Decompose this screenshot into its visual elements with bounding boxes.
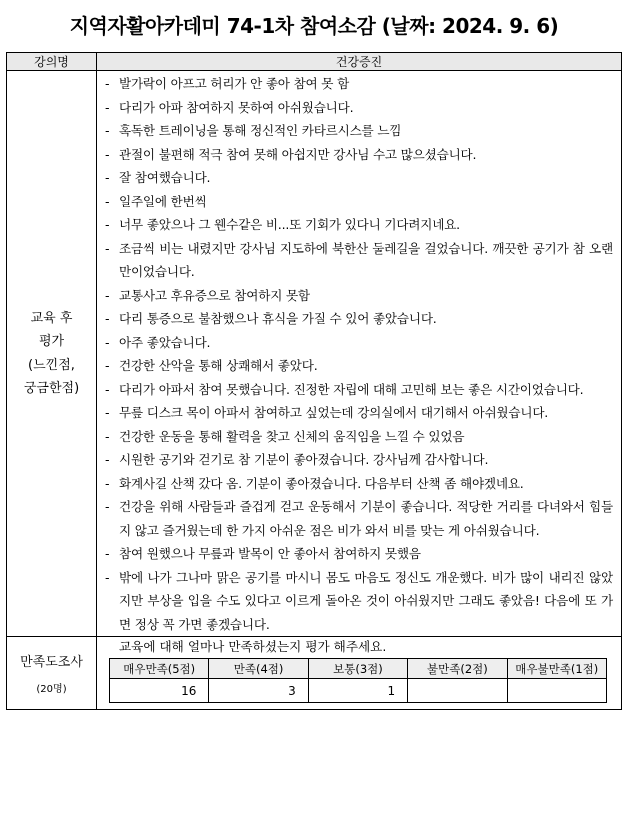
rating-header: 보통(3점) bbox=[308, 659, 407, 679]
comment-item: - 무릎 디스크 목이 아파서 참여하고 싶었는데 강의실에서 대기해서 아쉬웠습니다. bbox=[119, 401, 613, 425]
evaluation-label-line: 평가 bbox=[38, 334, 65, 349]
satisfaction-row bbox=[7, 637, 622, 710]
rating-header: 불만족(2점) bbox=[408, 659, 507, 679]
rating-header: 매우만족(5점) bbox=[110, 659, 209, 679]
satisfaction-content bbox=[97, 637, 622, 710]
page-title: 지역자활아카데미 74-1차 참여소감 (날짜: 2024. 9. 6) bbox=[69, 14, 559, 38]
comments-cell bbox=[97, 71, 622, 637]
evaluation-row bbox=[7, 71, 622, 637]
rating-header: 만족(4점) bbox=[209, 659, 308, 679]
comment-item: - 조금씩 비는 내렸지만 강사님 지도하에 북한산 둘레길을 걸었습니다. 깨끗한 공기가 참 오랜만이었습니다. bbox=[119, 237, 613, 284]
survey-table bbox=[6, 52, 622, 710]
satisfaction-value-row bbox=[110, 679, 607, 703]
rating-header: 매우불만족(1점) bbox=[507, 659, 606, 679]
satisfaction-label-cell bbox=[7, 637, 97, 710]
comment-item: - 시원한 공기와 걷기로 참 기분이 좋아졌습니다. 강사님께 감사합니다. bbox=[119, 448, 613, 472]
comment-item: - 발가락이 아프고 허리가 안 좋아 참여 못 함 bbox=[119, 72, 613, 96]
evaluation-label bbox=[7, 71, 97, 637]
header-row bbox=[7, 53, 622, 71]
comment-list bbox=[97, 71, 621, 636]
rating-count: 3 bbox=[209, 679, 308, 703]
comment-item: - 교통사고 후유증으로 참여하지 못함 bbox=[119, 284, 613, 308]
comment-item: - 혹독한 트레이닝을 통해 정신적인 카타르시스를 느낌 bbox=[119, 119, 613, 143]
evaluation-label-line: 교육 후 bbox=[30, 310, 73, 326]
evaluation-label-line: 궁금한점) bbox=[23, 381, 80, 396]
rating-count bbox=[408, 679, 507, 703]
evaluation-label-line: (느낀점, bbox=[28, 357, 75, 373]
comment-item: - 일주일에 한번씩 bbox=[119, 190, 613, 214]
rating-count: 16 bbox=[110, 679, 209, 703]
comment-item: - 너무 좋았으나 그 웬수같은 비...또 기회가 있다니 기다려지네요. bbox=[119, 213, 613, 237]
comment-item: - 밖에 나가 그나마 맑은 공기를 마시니 몸도 마음도 정신도 개운했다. 비가 많이 내리진 않았지만 부상을 입을 수도 있다고 이르게 돌아온 것이 아쉬웠지만 그래도 좋았음! 다음에 또 가면 정상 꼭 가면 좋겠습니다. bbox=[119, 566, 613, 637]
comment-item: - 건강한 운동을 통해 활력을 찾고 신체의 움직임을 느낄 수 있었음 bbox=[119, 425, 613, 449]
comment-item: - 다리가 아파서 참여 못했습니다. 진정한 자립에 대해 고민해 보는 좋은 시간이었습니다. bbox=[119, 378, 613, 402]
comment-item: - 건강한 산악을 통해 상쾌해서 좋았다. bbox=[119, 354, 613, 378]
rating-count bbox=[507, 679, 606, 703]
comment-item: - 잘 참여했습니다. bbox=[119, 166, 613, 190]
satisfaction-label: 만족도조사 bbox=[20, 655, 83, 670]
comment-item: - 화계사길 산책 갔다 옴. 기분이 좋아졌습니다. 다음부터 산책 좀 해야겠네요. bbox=[119, 472, 613, 496]
rating-count: 1 bbox=[308, 679, 407, 703]
comment-item: - 다리가 아파 참여하지 못하여 아쉬웠습니다. bbox=[119, 96, 613, 120]
comment-item: - 다리 통증으로 불참했으나 휴식을 가질 수 있어 좋았습니다. bbox=[119, 307, 613, 331]
header-lecture-title: 건강증진 bbox=[97, 53, 622, 71]
satisfaction-table bbox=[109, 658, 607, 703]
comment-item: - 건강을 위해 사람들과 즐겁게 걷고 운동해서 기분이 좋습니다. 적당한 거리를 다녀와서 힘들지 않고 즐거웠는데 한 가지 아쉬운 점은 비가 와서 비를 맞는 게 아쉬웠습니다. bbox=[119, 495, 613, 542]
comment-item: - 아주 좋았습니다. bbox=[119, 331, 613, 355]
comment-item: - 참여 원했으나 무릎과 발목이 안 좋아서 참여하지 못했음 bbox=[119, 542, 613, 566]
satisfaction-header-row bbox=[110, 659, 607, 679]
comment-item: - 관절이 불편해 적극 참여 못해 아쉽지만 강사님 수고 많으셨습니다. bbox=[119, 143, 613, 167]
header-lecture-name: 강의명 bbox=[7, 53, 97, 71]
satisfaction-question: 교육에 대해 얼마나 만족하셨는지 평가 해주세요. bbox=[119, 639, 387, 654]
respondent-count: (20명) bbox=[36, 684, 67, 695]
